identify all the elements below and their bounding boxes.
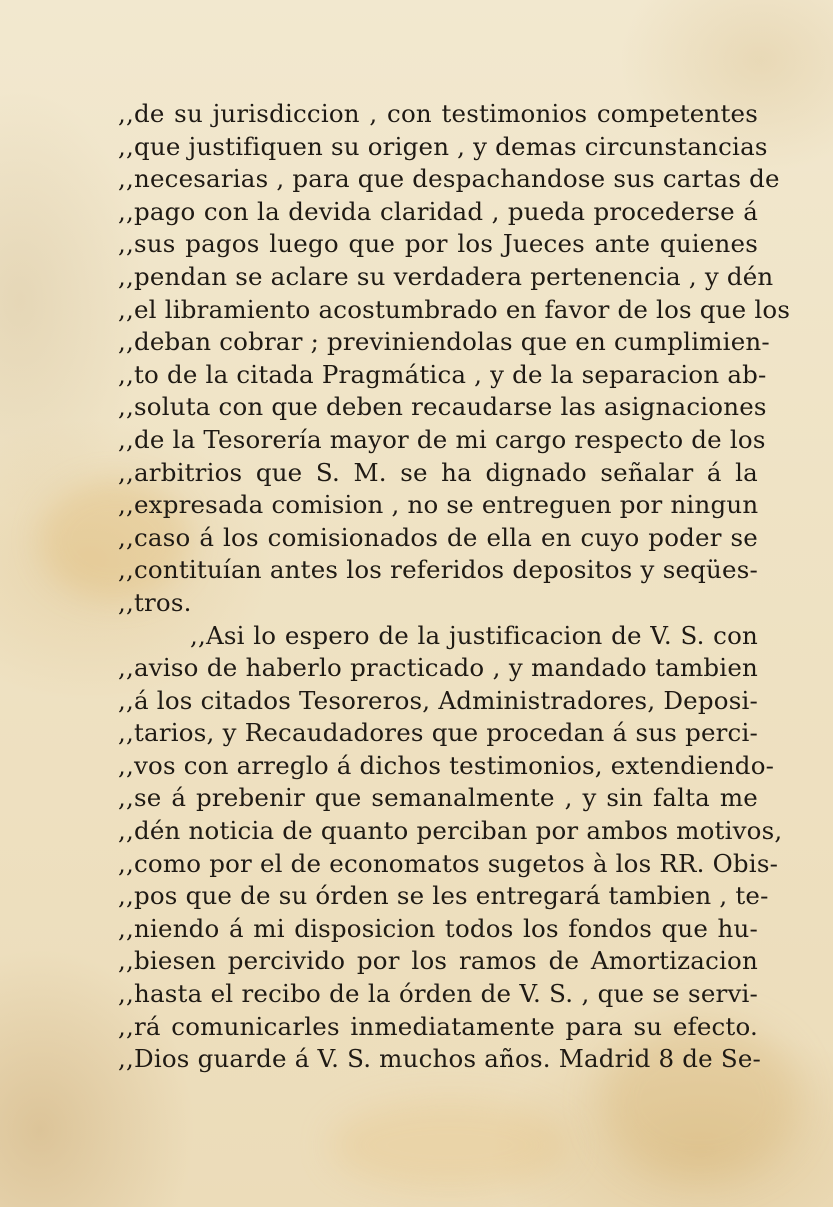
text-line: ,,necesarias , para que despachandose sus cartas de	[118, 164, 780, 194]
text-line: ,,pendan se aclare su verdadera pertenencia , y dén	[118, 261, 774, 291]
text-line: ,,hasta el recibo de la órden de V. S. , que se servi-	[118, 979, 758, 1009]
text-line: ,,to de la citada Pragmática , y de la separacion ab-	[118, 359, 767, 389]
text-line: ,,dén noticia de quanto perciban por ambos motivos,	[118, 816, 783, 846]
text-line: ,,de la Tesorería mayor de mi cargo respecto de los	[118, 424, 766, 454]
text-line: ,,niendo á mi disposicion todos los fondos que hu-	[118, 913, 758, 943]
text-line: ,,deban cobrar ; previniendolas que en cumplimien-	[118, 327, 770, 357]
text-line: ,,aviso de haberlo practicado , y mandado tambien	[118, 653, 758, 683]
text-line: ,,pos que de su órden se les entregará tambien , te-	[118, 881, 769, 911]
text-line: ,,el libramiento acostumbrado en favor de los que los	[118, 294, 791, 324]
text-line: ,,pago con la devida claridad , pueda procederse á	[118, 196, 758, 226]
text-line: ,,sus pagos luego que por los Jueces ante quienes	[118, 229, 758, 259]
text-line: ,,vos con arreglo á dichos testimonios, extendiendo-	[118, 750, 775, 780]
paper-stain	[330, 1100, 570, 1190]
body-text	[118, 98, 791, 1076]
text-line: ,,que justifiquen su origen , y demas circunstancias	[118, 131, 768, 161]
text-line: ,,tarios, y Recaudadores que procedan á sus perci-	[118, 718, 758, 748]
text-line: ,,biesen percivido por los ramos de Amortizacion	[118, 946, 758, 976]
text-line: ,,soluta con que deben recaudarse las asignaciones	[118, 392, 767, 422]
text-line: ,,contituían antes los referidos depositos y seqües-	[118, 555, 758, 585]
text-line: ,,de su jurisdiccion , con testimonios competentes	[118, 99, 758, 128]
text-line: ,,expresada comision , no se entreguen por ningun	[118, 490, 759, 520]
text-line: ,,se á prebenir que semanalmente , y sin falta me	[118, 783, 758, 813]
text-line: ,,rá comunicarles inmediatamente para su efecto.	[118, 1011, 758, 1041]
paragraph-start-line: ,,Asi lo espero de la justificacion de V. S. con	[190, 620, 758, 650]
text-line: ,,caso á los comisionados de ella en cuyo poder se	[118, 522, 758, 552]
text-line: ,,arbitrios que S. M. se ha dignado señalar á la	[118, 457, 758, 487]
text-line: ,,como por el de economatos sugetos à los RR. Obis-	[118, 848, 779, 878]
text-line: ,,tros.	[118, 587, 192, 617]
text-line: ,,Dios guarde á V. S. muchos años. Madrid 8 de Se-	[118, 1044, 761, 1074]
text-line: ,,á los citados Tesoreros, Administradores, Deposi-	[118, 685, 758, 715]
